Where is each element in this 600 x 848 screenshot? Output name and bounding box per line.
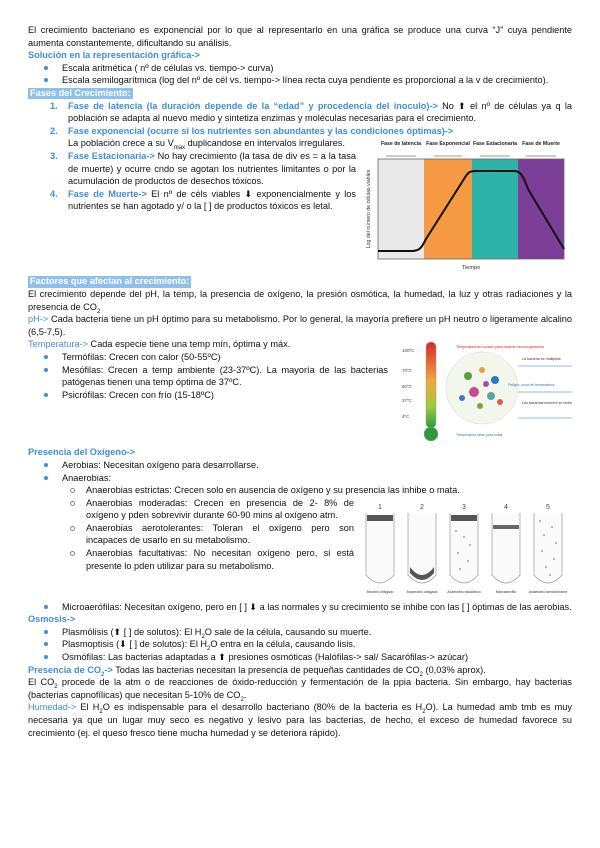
list-item: Psicrófilas: Crecen con frío (15-18ºC) <box>62 389 572 402</box>
fase-item-exponencial <box>50 125 572 138</box>
solucion-heading: Solución en la representación gráfica-> <box>28 50 200 61</box>
fase-number: 3. <box>50 150 58 161</box>
factores-text: El crecimiento depende del pH, la temp, la presencia de oxígeno, la presión osmótica, la humedad, la luz y otras radiaciones y la presencia de CO <box>28 288 572 312</box>
list-item: Escala semilogarítmica (log del nº de cél vs. tiempo-> línea recta cuya pendiente es proporcional a la v de crecimiento). <box>62 74 572 87</box>
phase-label-muerte: Fase de Muerte <box>522 141 560 148</box>
humedad-paragraph: Humedad-> El $H_2O$ es indispensable para el desarrollo bacteriano (80% de la bacteria es $H_2O$). La humedad amb tmb es muy necesaria ya que un lugar muy seco es negativo y lesivo para las bacterias, de hecho, el exceso de humedad favorece su crecimiento (ej. el queso fresco tiene mucha humedad y se deteriora rápido). <box>28 702 572 738</box>
fase-text: No ⬆ el nº de células ya q la población se adapta al nuevo medio y sintetiza enzimas y moléculas necesarias para el crecimiento. <box>68 100 572 124</box>
list-item: Osmófilas: Las bacterias adaptadas a ⬆ presiones osmóticas (Halófilas-> sal/ Sacarófilas-> azúcar) <box>62 651 572 664</box>
list-item: Anaerobias: <box>62 472 572 485</box>
ph-text: Cada bacteria tiene un pH óptimo para su metabolismo. Por lo general, la mayoría prefiere un pH neutro o ligeramente alcalino (6,5-7,5). <box>28 314 572 337</box>
tube-number: 3 <box>462 503 466 511</box>
tube-label: Anaerobio aerotolerante <box>528 589 568 594</box>
fase-text: El nº de céls viables ⬇ exponencialmente y los nutrientes se han agotado y/ o la [ ] de productos tóxicos es letal. <box>68 188 357 212</box>
fase-text-sub: max <box>173 145 186 152</box>
fase-item-muerte <box>50 188 572 213</box>
list-item: Microaerófilas: Necesitan oxígeno, pero en [ ] ⬇ a las normales y su crecimiento se inhibe con las [ ] óptimas de las aerobias. <box>62 601 572 612</box>
intro-paragraph: El crecimiento bacteriano es exponencial por lo que al representarlo en una gráfica se produce una curva “J” cuya pendiente aumenta constantemente, dificultando su análisis. <box>28 25 572 48</box>
fase-text: duplicandose en intervalos irregulares. <box>185 138 345 149</box>
thermo-note-5: Temperatura ideal para evitar <box>456 433 503 438</box>
fase-item-latencia <box>50 100 572 125</box>
tube-number: 4 <box>504 503 508 511</box>
co2-paragraph-2: El $CO_2$ procede de la atm o de reacciones de óxido-reducción y fermentación de la ppia bacteria. Sin embargo, hay bacterias (bacterias capnofílicas) que necesitan 5-10% de $CO_2$. <box>28 677 572 703</box>
tube-number: 5 <box>546 503 550 511</box>
fase-title: Fase Estacionaria-> <box>68 150 155 161</box>
list-item: Escala aritmética ( nº de células vs. tiempo-> curva) <box>62 62 572 75</box>
list-item: Anaerobias aerotolerantes: Toleran el oxígeno pero son incapaces de usarlo en su metabolismo. <box>86 522 572 547</box>
list-item: Plasmólisis (⬆ [ ] de solutos): El $H_2O$ sale de la célula, causando su muerte. <box>62 626 572 639</box>
thermo-scale-4: 4ºC <box>402 414 410 420</box>
co2-label: Presencia de $CO_2->$ <box>28 664 113 678</box>
anaerobias-sublist-cont <box>28 497 572 573</box>
anaerobias-sublist <box>28 484 572 497</box>
tube-label: Microaerófilo <box>495 589 517 594</box>
tube-label: Anaerobio obligado <box>406 589 438 594</box>
factores-heading: Factores que afectan al crecimiento: <box>30 276 190 287</box>
list-item: Plasmoptisis (⬇ [ ] de solutos): El $H_2O$ entra en la célula, causando lisis. <box>62 638 572 651</box>
thermo-scale-70: 70ºC <box>402 368 412 374</box>
tube-number: 2 <box>420 503 424 511</box>
solucion-list <box>28 62 572 87</box>
osmosis-list <box>28 626 572 664</box>
fase-title: Fase de Muerte-> <box>68 188 147 199</box>
chart-ylabel: Log del número de células viables <box>366 170 372 249</box>
osmosis-heading: Osmosis-> <box>28 614 76 625</box>
list-item: Termófilas: Crecen con calor (50-55ºC) <box>62 351 572 364</box>
humedad-label: Humedad-> <box>28 702 77 713</box>
thermo-note-2: La bacteria se multiplica <box>522 357 561 362</box>
list-item: Anaerobias estrictas: Crecen solo en ausencia de oxígeno y su presencia las inhibe o mata. <box>86 484 572 497</box>
fase-title: Fase de latencia (la duración depende de la “edad” y procedencia del inoculo)-> <box>68 100 438 111</box>
phase-label-exponencial: Fase Exponencial <box>426 141 470 148</box>
tube-label: Anaerobio facultativo <box>447 589 481 594</box>
phase-label-estacionaria: Fase Estacionaria <box>472 141 518 148</box>
thermo-scale-60: 60ºC <box>402 384 412 390</box>
oxigeno-list <box>28 459 572 484</box>
list-item: Aerobias: Necesitan oxígeno para desarrollarse. <box>62 459 572 472</box>
thermo-scale-37: 37ºC <box>402 398 412 404</box>
thermo-note-3: Peligro: zona de temperatura <box>508 383 555 388</box>
micro-list <box>28 601 572 614</box>
factores-text-sub: 2 <box>96 308 101 315</box>
ph-label: pH-> <box>28 314 49 325</box>
fases-heading: Fases del Crecimiento: <box>30 87 131 98</box>
thermometer-bulb <box>424 427 438 441</box>
fase-item-estacionaria <box>50 150 572 188</box>
fases-list <box>28 100 572 138</box>
list-item: Mesófilas: Crecen a temp ambiente (23-37ºC). La mayoría de las bacterias patógenas tienen una temp óptima de 37ºC. <box>62 364 572 389</box>
tube-number: 1 <box>378 503 382 511</box>
fase-text: No hay crecimiento (la tasa de div es = a la tasa de muerte) y ocurre cndo se agotan los nutrientes limitantes o por la acumulación de productos de desechos tóxicos. <box>68 150 356 187</box>
thermo-note-4: Las bacterias mueren/ se reducen <box>522 401 572 406</box>
fase-text: La población crece a su V <box>68 138 174 149</box>
list-item: Anaerobias facultativas: No necesitan oxígeno pero, si está presente lo pden utilizar para su metabolismo. <box>86 547 572 572</box>
ph-paragraph <box>28 313 572 338</box>
oxigeno-heading: Presencia del Oxígeno-> <box>28 447 135 458</box>
thermo-scale-100: 100ºC <box>402 348 415 354</box>
chart-xlabel: Tiempo <box>461 265 481 272</box>
fase-number: 1. <box>50 100 58 111</box>
temp-text: Cada especie tiene una temp mín, óptima y máx. <box>88 339 291 350</box>
fases-list-cont <box>28 150 572 213</box>
fase-number: 2. <box>50 125 58 136</box>
factores-paragraph <box>28 288 572 313</box>
co2-paragraph: Presencia de $CO_2->$ Todas las bacterias necesitan la presencia de pequeñas cantidades de $CO_2$ (0,03% aprox). <box>28 664 486 678</box>
temp-label: Temperatura-> <box>28 339 88 350</box>
phase-label-latencia: Fase de latencia <box>380 141 422 148</box>
fase-number: 4. <box>50 188 58 199</box>
fase-title: Fase exponencial (ocurre si los nutrientes son abundantes y las condiciones óptimas)-> <box>68 125 454 136</box>
tube-label: Aerobio obligado <box>366 589 394 594</box>
thermo-note-1: Temperatura de cocción para destruir microorganismos <box>456 345 544 350</box>
list-item: Anaerobias moderadas: Crecen en presencia de 2- 8% de oxígeno y pden sobrevivir durante 60-90 mins al oxígeno atm. <box>86 497 572 522</box>
